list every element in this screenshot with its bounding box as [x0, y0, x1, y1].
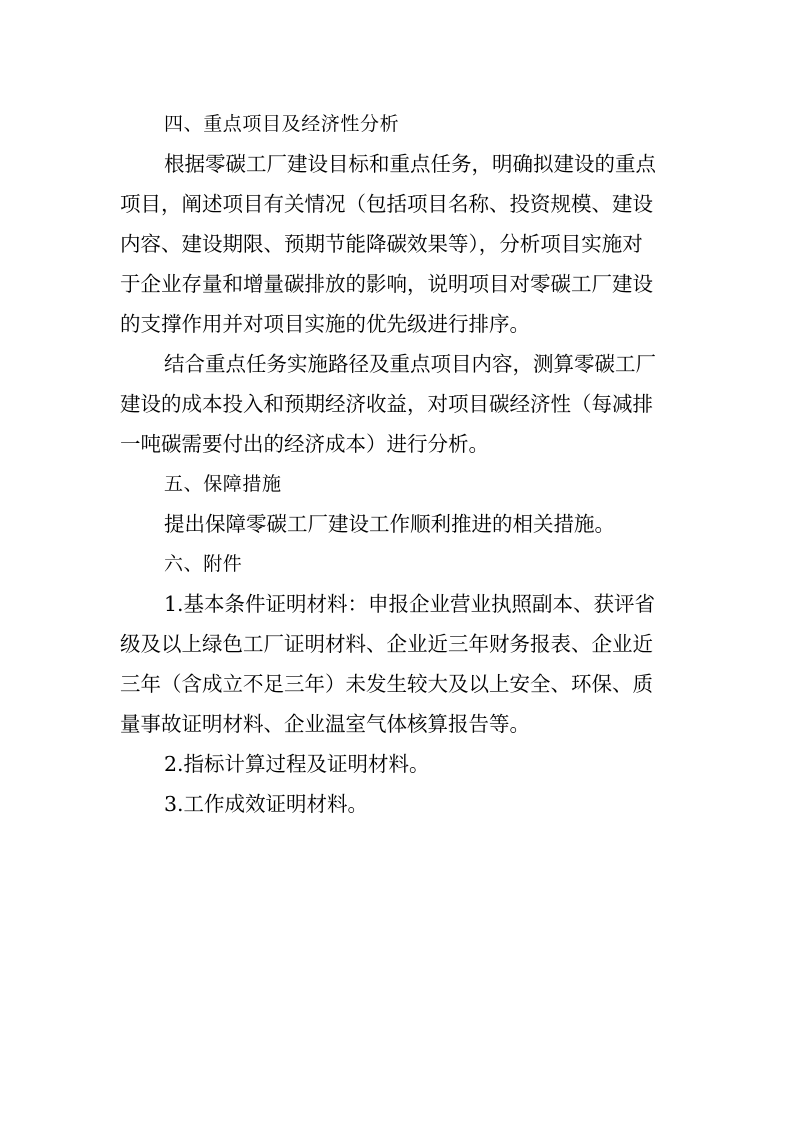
text-line: 2.指标计算过程及证明材料。 [164, 752, 430, 776]
text-line: 提出保障零碳工厂建设工作顺利推进的相关措施。 [164, 512, 615, 536]
section-5-paragraph-1 [120, 504, 676, 544]
text-line: 建设的成本投入和预期经济收益，对项目碳经济性（每减排 [120, 392, 653, 416]
section-heading-4: 四、重点项目及经济性分析 [164, 113, 400, 135]
section-heading-6: 六、附件 [164, 553, 243, 575]
text-line: 1.基本条件证明材料：申报企业营业执照副本、获评省 [164, 592, 656, 616]
attachment-item-3 [120, 784, 676, 824]
text-line: 一吨碳需要付出的经济成本）进行分析。 [120, 432, 489, 456]
section-4-paragraph-1 [120, 144, 676, 344]
text-line: 3.工作成效证明材料。 [164, 792, 369, 816]
section-4-paragraph-2 [120, 344, 676, 464]
text-line: 根据零碳工厂建设目标和重点任务，明确拟建设的重点 [164, 152, 656, 176]
text-line: 量事故证明材料、企业温室气体核算报告等。 [120, 712, 530, 736]
document-body [120, 104, 676, 824]
text-line: 项目，阐述项目有关情况（包括项目名称、投资规模、建设 [120, 192, 653, 216]
text-line: 三年（含成立不足三年）未发生较大及以上安全、环保、质 [120, 672, 653, 696]
section-heading-5: 五、保障措施 [164, 473, 282, 495]
text-line: 内容、建设期限、预期节能降碳效果等），分析项目实施对 [120, 232, 643, 256]
text-line: 的支撑作用并对项目实施的优先级进行排序。 [120, 312, 530, 336]
text-line: 于企业存量和增量碳排放的影响，说明项目对零碳工厂建设 [120, 272, 653, 296]
text-line: 级及以上绿色工厂证明材料、企业近三年财务报表、企业近 [120, 632, 653, 656]
attachment-item-1 [120, 584, 676, 744]
attachment-item-2 [120, 744, 676, 784]
text-line: 结合重点任务实施路径及重点项目内容，测算零碳工厂 [164, 352, 656, 376]
